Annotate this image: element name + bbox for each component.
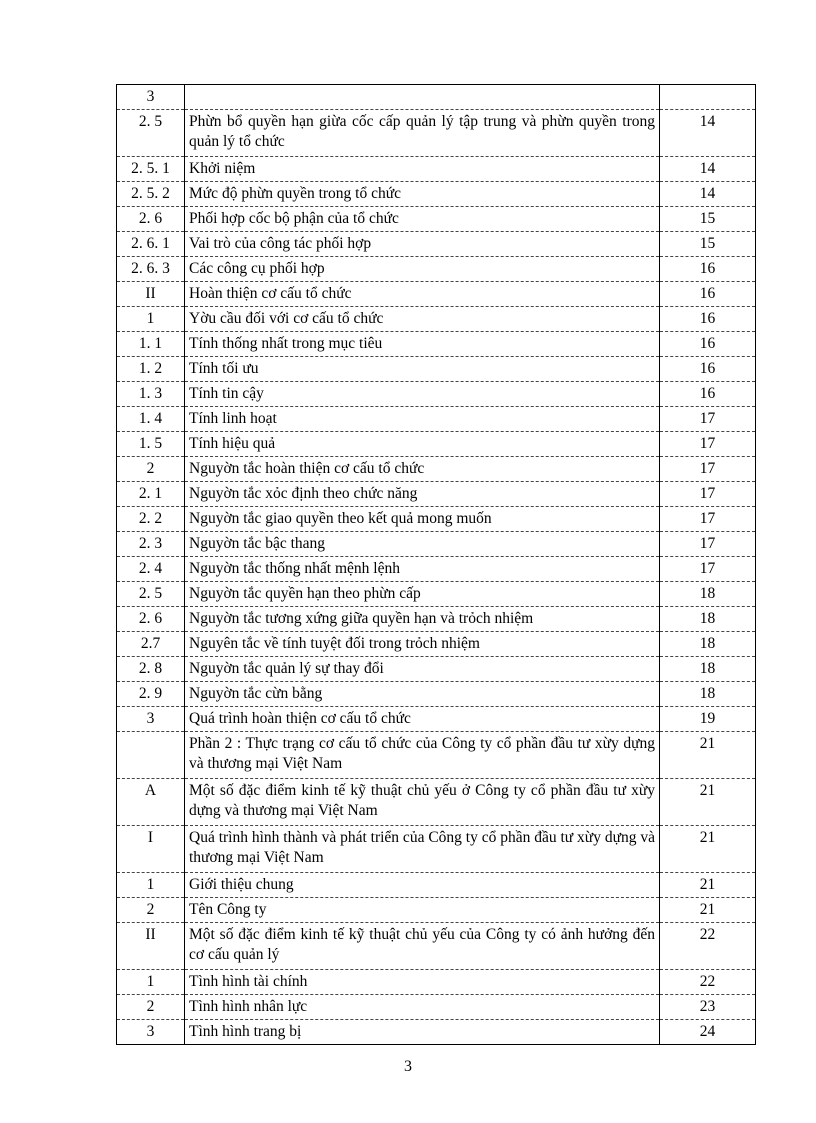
- toc-page: 16: [660, 382, 756, 407]
- toc-row: [117, 898, 756, 923]
- toc-row: [117, 582, 756, 607]
- toc-page: 17: [660, 507, 756, 532]
- table-of-contents: [116, 84, 756, 1045]
- toc-number: A: [117, 779, 185, 826]
- toc-title: Nguyờn tắc tương xứng giữa quyền hạn và trỏch nhiệm: [185, 607, 660, 632]
- page-number: 3: [404, 1058, 412, 1075]
- toc-row: [117, 482, 756, 507]
- toc-page: 16: [660, 357, 756, 382]
- toc-title: Giới thiệu chung: [185, 873, 660, 898]
- toc-row: [117, 779, 756, 826]
- toc-number: 2. 6: [117, 607, 185, 632]
- toc-title: Tên Công ty: [185, 898, 660, 923]
- toc-title: Một số đặc điểm kinh tế kỹ thuật chủ yếu của Công ty có ảnh hưởng đến cơ cấu quản lý: [185, 923, 660, 970]
- toc-row: [117, 457, 756, 482]
- toc-page: 24: [660, 1020, 756, 1045]
- toc-title: Tính tối ưu: [185, 357, 660, 382]
- toc-number: [117, 732, 185, 779]
- toc-number: 2. 6. 3: [117, 257, 185, 282]
- toc-row: [117, 607, 756, 632]
- toc-page: [660, 85, 756, 110]
- toc-number: 2. 1: [117, 482, 185, 507]
- toc-row: [117, 1020, 756, 1045]
- toc-title: Tính thống nhất trong mục tiêu: [185, 332, 660, 357]
- toc-row: [117, 432, 756, 457]
- toc-page: 16: [660, 307, 756, 332]
- toc-page: 17: [660, 407, 756, 432]
- toc-title: Nguyờn tắc giao quyền theo kết quả mong muốn: [185, 507, 660, 532]
- toc-row: [117, 970, 756, 995]
- toc-title: Nguyờn tắc hoàn thiện cơ cấu tổ chức: [185, 457, 660, 482]
- toc-title: Nguyên tắc về tính tuyệt đối trong trỏch nhiệm: [185, 632, 660, 657]
- toc-title: Một số đặc điểm kinh tế kỹ thuật chủ yếu ở Công ty cổ phần đầu tư xừy dựng và thương mại Việt Nam: [185, 779, 660, 826]
- toc-page: 17: [660, 457, 756, 482]
- toc-row: [117, 257, 756, 282]
- toc-page: 21: [660, 873, 756, 898]
- toc-page: 16: [660, 332, 756, 357]
- toc-number: 2. 5: [117, 110, 185, 157]
- toc-number: 3: [117, 85, 185, 110]
- toc-number: 1: [117, 307, 185, 332]
- toc-number: 1: [117, 970, 185, 995]
- toc-title: Nguyờn tắc xỏc định theo chức năng: [185, 482, 660, 507]
- toc-number: 2. 6: [117, 207, 185, 232]
- toc-number: 3: [117, 707, 185, 732]
- toc-row: [117, 507, 756, 532]
- toc-title: [185, 85, 660, 110]
- toc-row: [117, 873, 756, 898]
- toc-number: 2: [117, 995, 185, 1020]
- toc-row: [117, 657, 756, 682]
- toc-title: Nguyờn tắc quyền hạn theo phừn cấp: [185, 582, 660, 607]
- toc-row: [117, 182, 756, 207]
- toc-row: [117, 382, 756, 407]
- toc-row: [117, 923, 756, 970]
- toc-row: [117, 307, 756, 332]
- toc-page: 17: [660, 432, 756, 457]
- toc-title: Quá trình hình thành và phát triển của Công ty cổ phần đầu tư xừy dựng và thương mại Việt Nam: [185, 826, 660, 873]
- toc-page: 16: [660, 282, 756, 307]
- toc-number: 2. 9: [117, 682, 185, 707]
- toc-page: 15: [660, 207, 756, 232]
- toc-row: [117, 110, 756, 157]
- toc-page: 23: [660, 995, 756, 1020]
- toc-row: [117, 732, 756, 779]
- toc-row: [117, 85, 756, 110]
- toc-title: Khởi niệm: [185, 157, 660, 182]
- toc-page: 18: [660, 682, 756, 707]
- toc-title: Tình hình trang bị: [185, 1020, 660, 1045]
- toc-number: 2. 5. 1: [117, 157, 185, 182]
- toc-row: [117, 557, 756, 582]
- toc-number: 2: [117, 898, 185, 923]
- toc-number: 2: [117, 457, 185, 482]
- toc-title: Nguyờn tắc thống nhất mệnh lệnh: [185, 557, 660, 582]
- toc-page: 17: [660, 557, 756, 582]
- toc-page: 22: [660, 923, 756, 970]
- toc-title: Tình hình nhân lực: [185, 995, 660, 1020]
- toc-number: 2.7: [117, 632, 185, 657]
- toc-page: 17: [660, 482, 756, 507]
- toc-page: 21: [660, 779, 756, 826]
- toc-page: 22: [660, 970, 756, 995]
- toc-number: 2. 5. 2: [117, 182, 185, 207]
- toc-title: Nguyờn tắc quản lý sự thay đổi: [185, 657, 660, 682]
- toc-page: 19: [660, 707, 756, 732]
- toc-title: Hoàn thiện cơ cấu tổ chức: [185, 282, 660, 307]
- toc-page: 16: [660, 257, 756, 282]
- toc-title: Phối hợp cốc bộ phận của tổ chức: [185, 207, 660, 232]
- toc-number: 2. 8: [117, 657, 185, 682]
- toc-number: 3: [117, 1020, 185, 1045]
- toc-number: 2. 4: [117, 557, 185, 582]
- toc-row: [117, 407, 756, 432]
- toc-row: [117, 682, 756, 707]
- toc-title: Nguyờn tắc bậc thang: [185, 532, 660, 557]
- toc-row: [117, 207, 756, 232]
- toc-row: [117, 332, 756, 357]
- toc-title: Tính hiệu quả: [185, 432, 660, 457]
- toc-body: [117, 85, 756, 1045]
- toc-title: Phần 2 : Thực trạng cơ cấu tổ chức của Công ty cổ phần đầu tư xừy dựng và thương mại Việt Nam: [185, 732, 660, 779]
- toc-title: Tình hình tài chính: [185, 970, 660, 995]
- toc-row: [117, 157, 756, 182]
- toc-number: 1. 5: [117, 432, 185, 457]
- toc-page: 18: [660, 582, 756, 607]
- toc-page: 14: [660, 157, 756, 182]
- toc-number: 2. 5: [117, 582, 185, 607]
- toc-title: Vai trò của công tác phối hợp: [185, 232, 660, 257]
- toc-page: 14: [660, 182, 756, 207]
- toc-page: 17: [660, 532, 756, 557]
- toc-number: II: [117, 923, 185, 970]
- toc-number: 2. 2: [117, 507, 185, 532]
- toc-number: 1. 4: [117, 407, 185, 432]
- toc-title: Yờu cầu đối với cơ cấu tổ chức: [185, 307, 660, 332]
- toc-title: Các công cụ phối hợp: [185, 257, 660, 282]
- toc-row: [117, 282, 756, 307]
- toc-number: 2. 3: [117, 532, 185, 557]
- toc-number: II: [117, 282, 185, 307]
- toc-page: 21: [660, 898, 756, 923]
- toc-title: Mức độ phừn quyền trong tổ chức: [185, 182, 660, 207]
- toc-number: 1. 3: [117, 382, 185, 407]
- toc-title: Quá trình hoàn thiện cơ cấu tổ chức: [185, 707, 660, 732]
- toc-number: 1. 2: [117, 357, 185, 382]
- toc-number: 1. 1: [117, 332, 185, 357]
- toc-page: 18: [660, 607, 756, 632]
- toc-row: [117, 357, 756, 382]
- toc-title: Tính tin cậy: [185, 382, 660, 407]
- toc-row: [117, 707, 756, 732]
- toc-page: 15: [660, 232, 756, 257]
- toc-page: 14: [660, 110, 756, 157]
- toc-page: 18: [660, 632, 756, 657]
- toc-row: [117, 826, 756, 873]
- toc-page: 21: [660, 732, 756, 779]
- toc-number: I: [117, 826, 185, 873]
- toc-number: 2. 6. 1: [117, 232, 185, 257]
- toc-row: [117, 532, 756, 557]
- toc-row: [117, 995, 756, 1020]
- toc-title: Nguyờn tắc cừn bằng: [185, 682, 660, 707]
- toc-row: [117, 632, 756, 657]
- toc-title: Phừn bổ quyền hạn giừa cốc cấp quản lý tập trung và phừn quyền trong quản lý tổ chức: [185, 110, 660, 157]
- toc-row: [117, 232, 756, 257]
- toc-number: 1: [117, 873, 185, 898]
- toc-title: Tính linh hoạt: [185, 407, 660, 432]
- toc-page: 18: [660, 657, 756, 682]
- toc-page: 21: [660, 826, 756, 873]
